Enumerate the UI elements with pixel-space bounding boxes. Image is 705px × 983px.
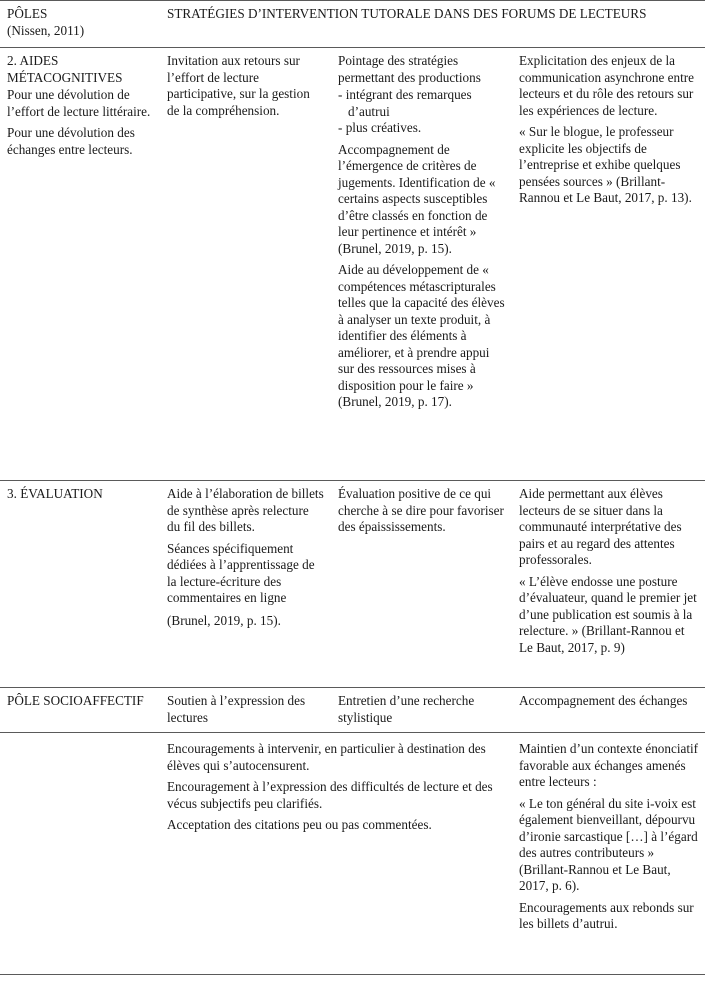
- eval-cell-2: [160, 481, 331, 688]
- table-row-metacognitive: [0, 48, 705, 481]
- socio-pole-title: PÔLE SOCIOAFFECTIF: [7, 693, 144, 708]
- meta-c3-intro: Pointage des stratégies permettant des productions: [338, 53, 481, 85]
- socio-head-4: [512, 688, 705, 733]
- eval-c4-quote: « L’élève endosse une posture d’évaluateur, quand le premier jet d’une publication est soumis à la relecture. » (Brillant-Rannou et Le Baut, 2017, p. 9): [519, 573, 697, 655]
- table-header-row: [0, 1, 705, 48]
- eval-pole-title: 3. ÉVALUATION: [7, 486, 103, 501]
- eval-pole-cell: [0, 481, 160, 688]
- meta-pole-line: Pour une dévolution de l’effort de lecture littéraire.: [7, 87, 151, 119]
- header-poles-cell: [0, 1, 160, 48]
- table-row-socio-headings: [0, 688, 705, 733]
- header-poles-label: PÔLES: [7, 6, 48, 21]
- list-item: - plus créatives.: [338, 120, 422, 135]
- eval-c4-para: Aide permettant aux élèves lecteurs de se situer dans la communauté interprétative des pairs et au regard des attentes professorales.: [519, 486, 682, 567]
- meta-c4-para: Explicitation des enjeux de la communication asynchrone entre lecteurs et du rôle des retours sur les expériences de lecture.: [519, 53, 695, 118]
- socio-head-2-text: Soutien à l’expression des lectures: [167, 693, 306, 725]
- socio-merged-para: Encouragement à l’expression des difficultés de lecture et des vécus subjectifs peu clarifiés.: [167, 779, 493, 811]
- header-poles-ref: (Nissen, 2011): [7, 22, 85, 38]
- socio-head-3-text: Entretien d’une recherche stylistique: [338, 693, 475, 725]
- table-row-evaluation: [0, 481, 705, 688]
- meta-c3-para: Accompagnement de l’émergence de critères de jugements. Identification de « certains aspects susceptibles d’être classés en fonction de leur pertinence et intérêt » (Brunel, 2019, p. 15).: [338, 141, 496, 256]
- eval-c3-para: Évaluation positive de ce qui cherche à se dire pour favoriser des épaississements.: [338, 486, 504, 534]
- socio-empty-cell: [0, 733, 160, 975]
- eval-c2-para: Séances spécifiquement dédiées à l’apprentissage de la lecture-écriture des commentaires en ligne: [167, 540, 315, 605]
- meta-pole-title: 2. AIDES MÉTACOGNITIVES: [7, 53, 123, 85]
- meta-c3-para: Aide au développement de « compétences métascripturales telles que la capacité des élèves à analyser un texte produit, à identifier des éléments à améliorer, et à prendre appui sur des ressources mises à disposition pour le faire » (Brunel, 2019, p. 17).: [338, 262, 505, 409]
- meta-c3-list: [338, 87, 506, 137]
- meta-cell-4: [512, 48, 705, 481]
- socio-c4-para: Maintien d’un contexte énonciatif favorable aux échanges amenés entre lecteurs :: [519, 741, 699, 789]
- meta-cell-2: [160, 48, 331, 481]
- socio-c4-para: Encouragements aux rebonds sur les billets d’autrui.: [519, 899, 694, 931]
- socio-merged-para: Acceptation des citations peu ou pas commentées.: [167, 817, 432, 832]
- socio-head-2: [160, 688, 331, 733]
- meta-pole-line: Pour une dévolution des échanges entre lecteurs.: [7, 125, 135, 157]
- eval-c2-para: Aide à l’élaboration de billets de synthèse après relecture du fil des billets.: [167, 486, 324, 534]
- meta-c4-quote: « Sur le blogue, le professeur explicite les objectifs de l’entreprise et exhibe quelques pensées sources » (Brillant-Rannou et Le Baut, 2017, p. 13).: [519, 124, 692, 205]
- header-strategies-cell: [160, 1, 705, 48]
- table-row-socio-content: [0, 733, 705, 975]
- socio-c4-quote: « Le ton général du site i-voix est également bienveillant, dépourvu d’ironie sarcastique […] à l’égard des autres contributeurs » (Brillant-Rannou et Le Baut, 2017, p. 6).: [519, 795, 698, 893]
- meta-c2-text: Invitation aux retours sur l’effort de lecture participative, sur la gestion de la compréhension.: [167, 53, 310, 118]
- eval-cell-4: [512, 481, 705, 688]
- meta-pole-cell: [0, 48, 160, 481]
- header-strategies-title: STRATÉGIES D’INTERVENTION TUTORALE DANS DES FORUMS DE LECTEURS: [167, 6, 647, 21]
- socio-cell-4: [512, 733, 705, 975]
- eval-cell-3: [331, 481, 512, 688]
- socio-merged-cell: [160, 733, 512, 975]
- socio-pole-cell: [0, 688, 160, 733]
- eval-c2-citation: (Brunel, 2019, p. 15).: [167, 612, 281, 628]
- socio-head-3: [331, 688, 512, 733]
- meta-cell-3: [331, 48, 512, 481]
- socio-merged-para: Encouragements à intervenir, en particulier à destination des élèves qui s’autocensurent.: [167, 741, 486, 773]
- socio-head-4-text: Accompagnement des échanges: [519, 693, 688, 708]
- list-item: - intégrant des remarques d’autrui: [338, 87, 472, 119]
